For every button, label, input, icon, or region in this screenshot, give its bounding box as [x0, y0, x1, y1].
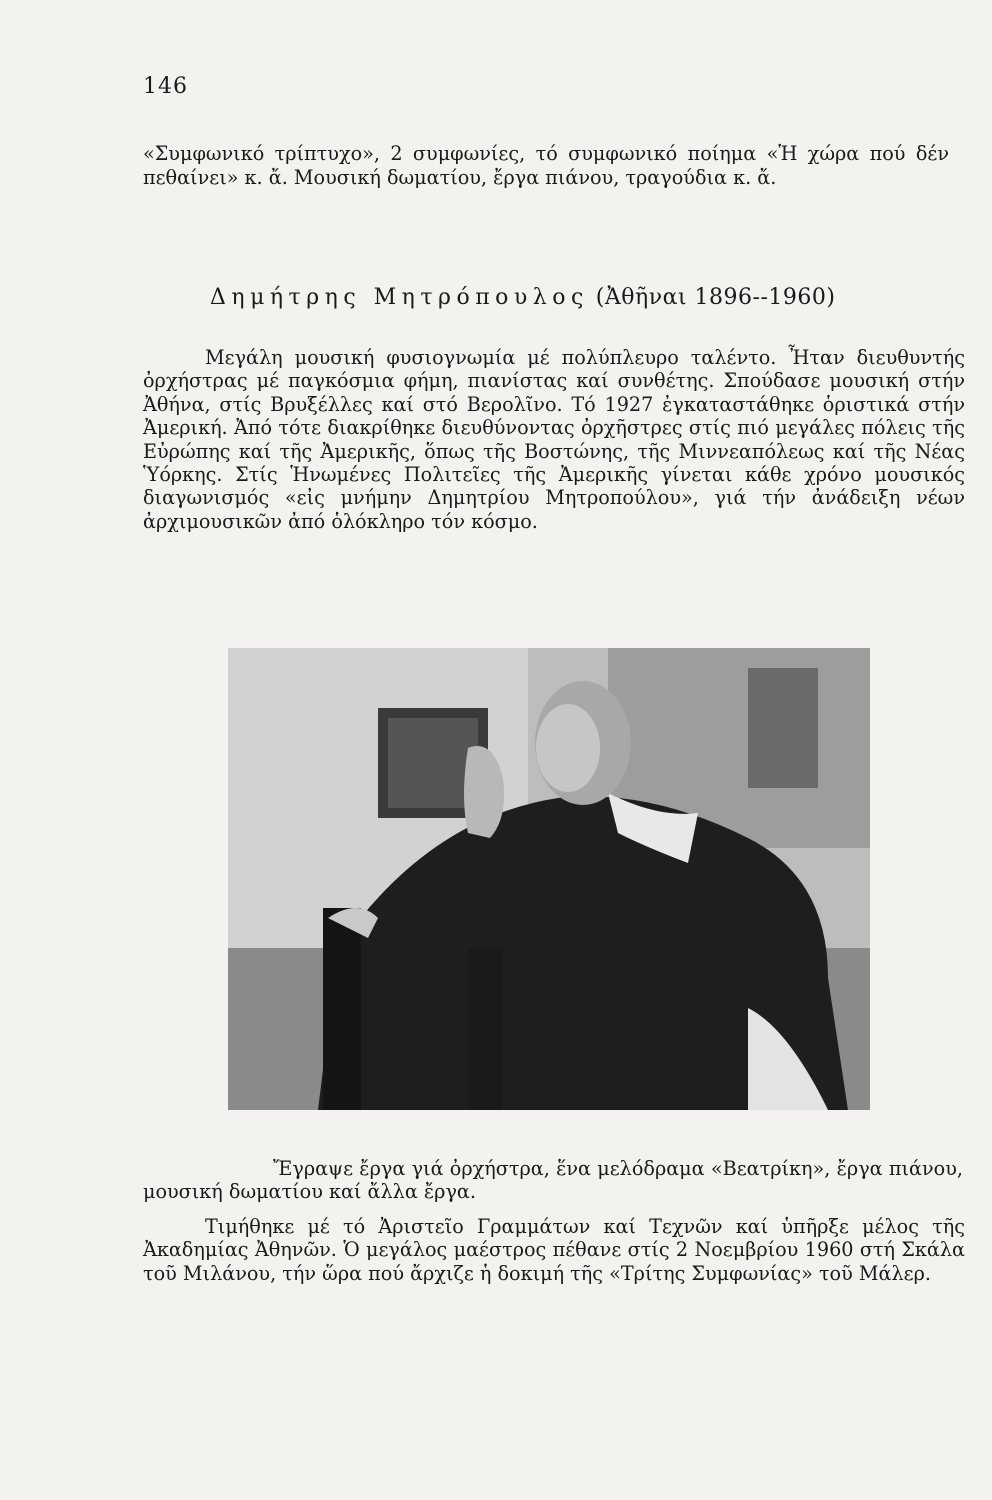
heading-dates: (Ἀθῆναι 1896--1960)	[595, 285, 836, 310]
page-number: 146	[143, 74, 188, 99]
portrait-photo	[228, 648, 870, 1110]
honors-paragraph: Τιμήθηκε μέ τό Ἀριστεῖο Γραμμάτων καί Τεχνῶν καί ὑπῆρξε μέλος τῆς Ἀκαδημίας Ἀθηνῶν. Ὁ μεγάλος μαέστρος πέθανε στίς 2 Νοεμβρίου 1960 στή Σκάλα τοῦ Μιλάνου, τήν ὥρα πού ἄρχιζε ἡ δοκιμή τῆς «Τρίτης Συμφωνίας» τοῦ Μάλερ.	[143, 1215, 965, 1285]
works-paragraph: Ἔγραψε ἔργα γιά ὀρχήστρα, ἕνα μελόδραμα «Βεατρίκη», ἔργα πιάνου, μουσική δωματίου καί ἄλλα ἔργα.	[143, 1157, 963, 1204]
heading-name: Δημήτρης Μητρόπουλος	[210, 285, 589, 310]
biography-paragraph: Μεγάλη μουσική φυσιογνωμία μέ πολύπλευρο ταλέντο. Ἦταν διευθυντής ὀρχήστρας μέ παγκόσμια φήμη, πιανίστας καί συνθέτης. Σπούδασε μουσική στήν Ἀθήνα, στίς Βρυξέλλες καί στό Βερολῖνο. Τό 1927 ἐγκαταστάθηκε ὁριστικά στήν Ἀμερική. Ἀπό τότε διακρίθηκε διευθύνοντας ὀρχῆστρες στίς πιό μεγάλες πόλεις τῆς Εὐρώπης καί τῆς Ἀμερικῆς, ὅπως τῆς Βοστώνης, τῆς Μιννεαπόλεως καί τῆς Νέας Ὑόρκης. Στίς Ἡνωμένες Πολιτεῖες τῆς Ἀμερικῆς γίνεται κάθε χρόνο μουσικός διαγωνισμός «εἰς μνήμην Δημητρίου Μητροπούλου», γιά τήν ἀνάδειξη νέων ἀρχιμουσικῶν ἀπό ὁλόκληρο τόν κόσμο.	[143, 346, 965, 533]
intro-paragraph: «Συμφωνικό τρίπτυχο», 2 συμφωνίες, τό συμφωνικό ποίημα «Ἡ χώρα πού δέν πεθαίνει» κ. ἄ. Μουσική δωματίου, ἔργα πιάνου, τραγούδια κ. ἄ.	[143, 142, 949, 189]
section-heading	[210, 285, 910, 310]
portrait-photo-drawing	[228, 648, 870, 1110]
